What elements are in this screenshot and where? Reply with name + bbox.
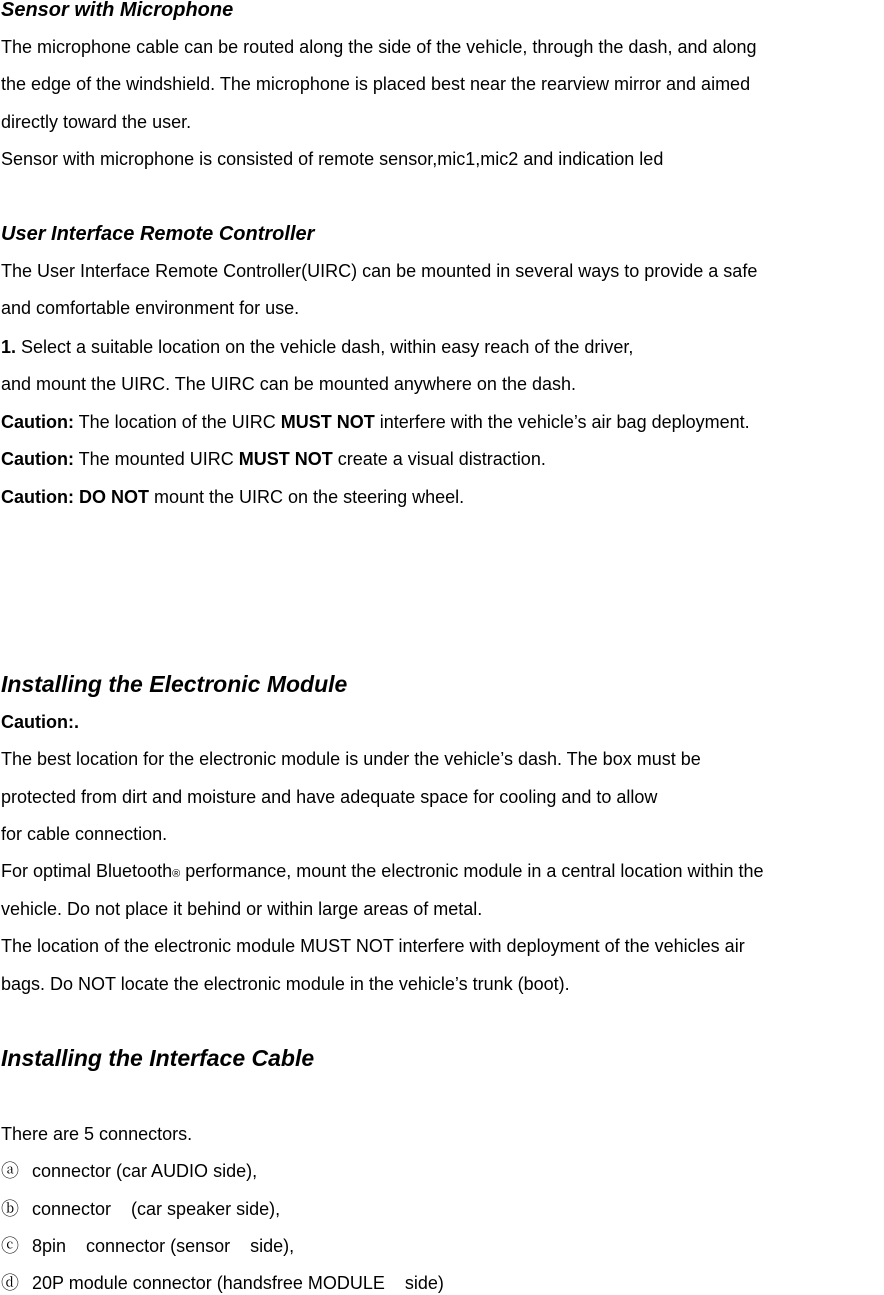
cable-heading: Installing the Interface Cable — [1, 1045, 315, 1071]
sensor-heading: Sensor with Microphone — [1, 0, 234, 21]
connector-item — [1, 1235, 294, 1257]
connector-text: 20P module connector (handsfree MODULE side) — [32, 1273, 444, 1293]
sensor-para-line-3: directly toward the user. — [1, 112, 192, 132]
caution-text: interfere with the vehicle’s air bag deployment. — [374, 412, 750, 432]
cable-intro: There are 5 connectors. — [1, 1124, 193, 1144]
uirc-caution-1 — [1, 411, 750, 433]
sensor-para-line-1: The microphone cable can be routed along the side of the vehicle, through the dash, and along — [1, 37, 757, 57]
module-para-line-1: The best location for the electronic module is under the vehicle’s dash. The box must be — [1, 749, 701, 769]
uirc-para-line-2: and comfortable environment for use. — [1, 298, 300, 318]
caution-text: The location of the UIRC — [73, 412, 281, 432]
module-para-line-4 — [1, 860, 764, 885]
connector-item — [1, 1198, 280, 1220]
uirc-step-1 — [1, 336, 633, 358]
uirc-para-line-1: The User Interface Remote Controller(UIRC) can be mounted in several ways to provide a safe — [1, 261, 758, 281]
bullet-marker: ⓓ — [1, 1273, 19, 1293]
module-text: For optimal Bluetooth — [1, 861, 173, 881]
connector-item — [1, 1272, 444, 1294]
caution-text: mount the UIRC on the steering wheel. — [148, 487, 465, 507]
module-text: performance, mount the electronic module in a central location within the — [180, 861, 764, 881]
module-para-line-2: protected from dirt and moisture and have adequate space for cooling and to allow — [1, 787, 658, 807]
sensor-para-line-4: Sensor with microphone is consisted of remote sensor,mic1,mic2 and indication led — [1, 149, 664, 169]
connector-text: connector (car AUDIO side), — [32, 1161, 258, 1181]
sensor-para-line-2: the edge of the windshield. The microphone is placed best near the rearview mirror and aimed — [1, 74, 751, 94]
connector-text: 8pin connector (sensor side), — [32, 1236, 295, 1256]
step-text: Select a suitable location on the vehicle dash, within easy reach of the driver, — [16, 337, 634, 357]
bullet-marker: ⓒ — [1, 1236, 19, 1256]
connector-text: connector (car speaker side), — [32, 1199, 281, 1219]
uirc-caution-3 — [1, 486, 464, 508]
caution-text: create a visual distraction. — [332, 449, 546, 469]
step-number: 1. — [1, 337, 17, 357]
module-caution-label: Caution:. — [1, 712, 79, 732]
caution-emphasis: MUST NOT — [238, 449, 333, 469]
registered-mark: ® — [172, 868, 181, 880]
module-para-line-7: bags. Do NOT locate the electronic module in the vehicle’s trunk (boot). — [1, 974, 570, 994]
module-heading: Installing the Electronic Module — [1, 671, 348, 697]
caution-label: Caution: — [1, 449, 74, 469]
module-para-line-3: for cable connection. — [1, 824, 168, 844]
caution-text: The mounted UIRC — [73, 449, 239, 469]
module-para-line-6: The location of the electronic module MUST NOT interfere with deployment of the vehicles air — [1, 936, 745, 956]
uirc-heading: User Interface Remote Controller — [1, 223, 315, 245]
caution-label: Caution: — [1, 412, 74, 432]
connector-item — [1, 1160, 257, 1182]
caution-label: Caution: DO NOT — [1, 487, 149, 507]
uirc-step-1-continued: and mount the UIRC. The UIRC can be mounted anywhere on the dash. — [1, 374, 576, 394]
caution-emphasis: MUST NOT — [280, 412, 375, 432]
bullet-marker: ⓑ — [1, 1199, 19, 1219]
module-para-line-5: vehicle. Do not place it behind or within large areas of metal. — [1, 899, 483, 919]
bullet-marker: ⓐ — [1, 1161, 19, 1181]
uirc-caution-2 — [1, 448, 546, 470]
